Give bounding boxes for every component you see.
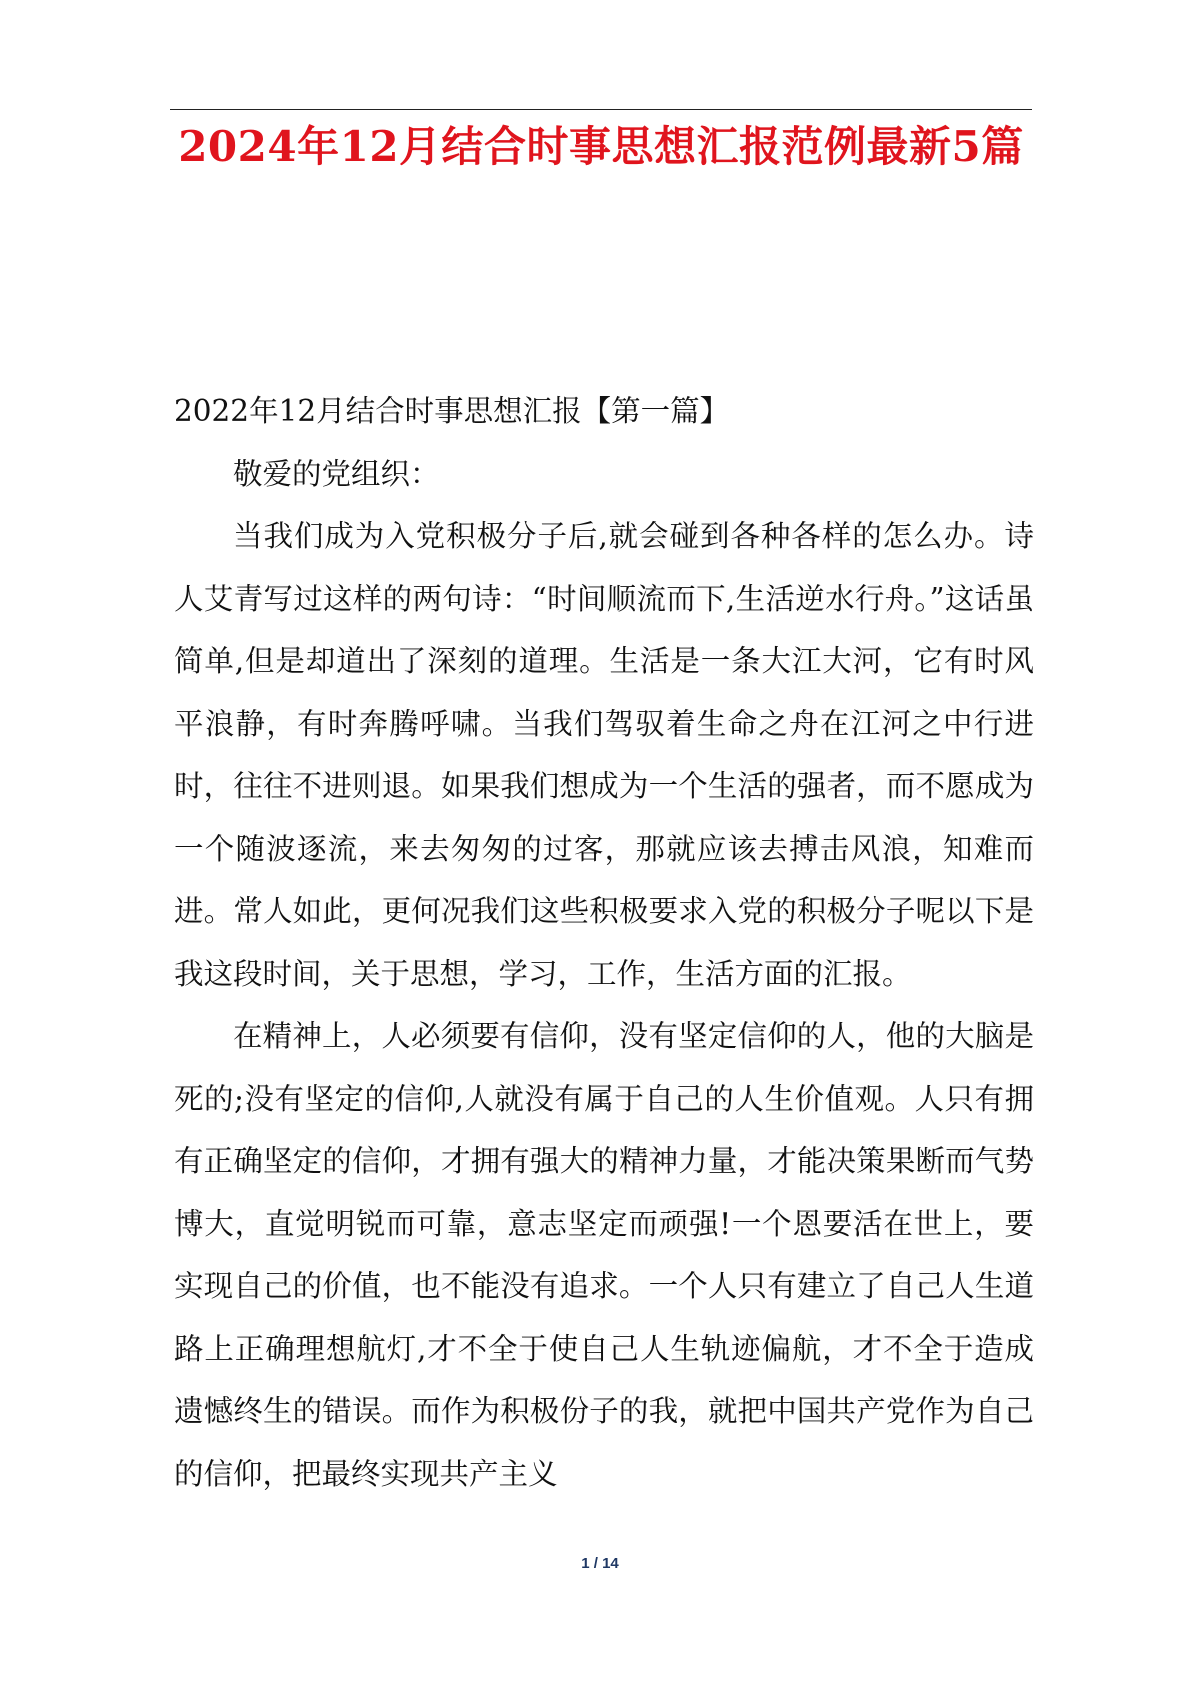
document-title: 2024年12月结合时事思想汇报范例最新5篇 bbox=[178, 122, 1024, 171]
page-number: 1 / 14 bbox=[581, 1555, 619, 1572]
section-heading: 2022年12月结合时事思想汇报【第一篇】 bbox=[174, 394, 730, 428]
title-top-rule bbox=[170, 109, 1032, 110]
document-body bbox=[174, 380, 1034, 1505]
body-paragraph-2: 在精神上，人必须要有信仰，没有坚定信仰的人，他的大脑是死的;没有坚定的信仰,人就没有属于自己的人生价值观。人只有拥有正确坚定的信仰，才拥有强大的精神力量，才能决策果断而气势博大，直觉明锐而可靠，意志坚定而顽强!一个恩要活在世上，要实现自己的价值，也不能没有追求。一个人只有建立了自己人生道路上正确理想航灯,才不全于使自己人生轨迹偏航，才不全于造成遗憾终生的错误。而作为积极份子的我，就把中国共产党作为自己的信仰，把最终实现共产主义 bbox=[174, 1019, 1034, 1491]
body-paragraph-1: 当我们成为入党积极分子后,就会碰到各种各样的怎么办。诗人艾青写过这样的两句诗：“时间顺流而下,生活逆水行舟。”这话虽简单,但是却道出了深刻的道理。生活是一条大江大河，它有时风平浪静，有时奔腾呼啸。当我们驾驭着生命之舟在江河之中行进时，往往不进则退。如果我们想成为一个生活的强者，而不愿成为一个随波逐流，来去匆匆的过客，那就应该去搏击风浪，知难而进。常人如此，更何况我们这些积极要求入党的积极分子呢以下是我这段时间，关于思想，学习，工作，生活方面的汇报。 bbox=[174, 519, 1034, 991]
salutation: 敬爱的党组织： bbox=[233, 456, 440, 491]
